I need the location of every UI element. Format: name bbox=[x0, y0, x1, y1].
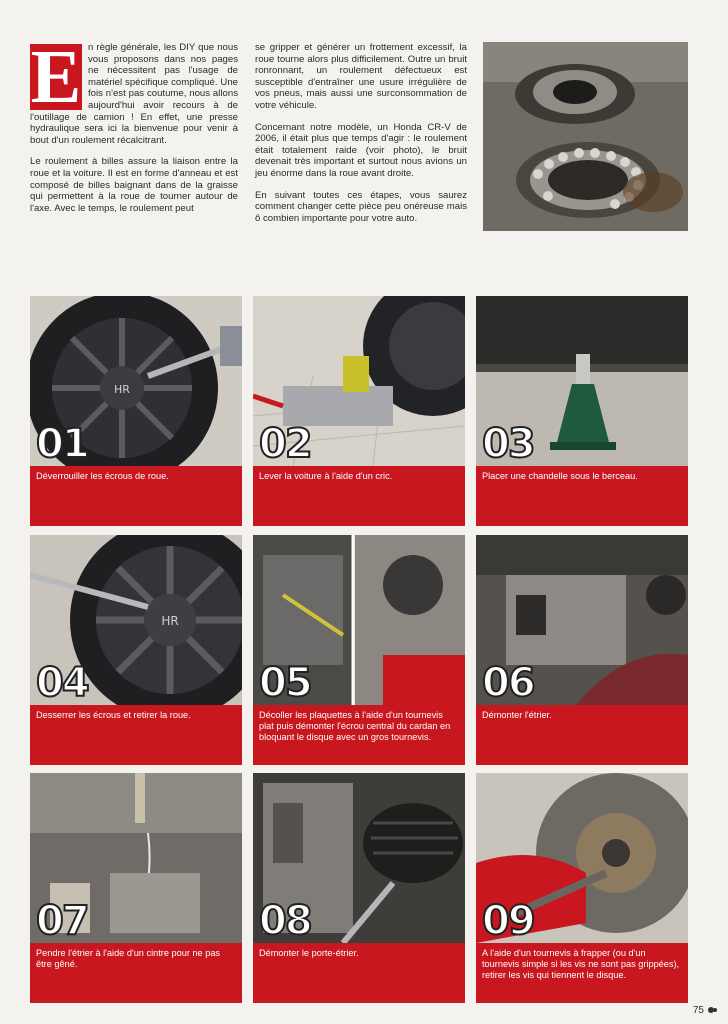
step-number-01: 01 bbox=[36, 421, 88, 466]
step-number-03: 03 bbox=[482, 421, 534, 466]
intro-paragraph-3: se gripper et générer un frottement excessif, la roue tourne alors plus difficilement. Outre un bruit ronronnant, un roulement défectueux est susceptible d'entraîner une usure irrégulière de vos pneus, mais aussi une surconsommation de votre véhicule. bbox=[255, 42, 467, 111]
step-card-01 bbox=[30, 296, 242, 526]
step-caption-04: Desserrer les écrous et retirer la roue. bbox=[30, 705, 242, 765]
drop-cap: E bbox=[30, 35, 82, 119]
step-photo-04 bbox=[30, 535, 242, 705]
hub-logo-01: HR bbox=[114, 383, 130, 396]
step-caption-07: Pendre l'étrier à l'aide d'un cintre pour ne pas être gêné. bbox=[30, 943, 242, 1003]
step-card-03 bbox=[476, 296, 688, 526]
step-photo-07 bbox=[30, 773, 242, 943]
step-photo-05 bbox=[253, 535, 465, 705]
step-caption-01: Déverrouiller les écrous de roue. bbox=[30, 466, 242, 526]
step-number-09: 09 bbox=[482, 898, 534, 943]
intro-paragraph-4: Concernant notre modèle, un Honda CR-V de 2006, il était plus que temps d'agir : le roulement était totalement raide (voir photo), le bruit devenait très important et surtout nous avions un jeu énorme dans la roue avant droite. bbox=[255, 121, 467, 179]
step-card-04 bbox=[30, 535, 242, 765]
step-number-06: 06 bbox=[482, 660, 534, 705]
step-card-06 bbox=[476, 535, 688, 765]
bearing-illustration bbox=[483, 42, 688, 231]
step-photo-08 bbox=[253, 773, 465, 943]
bearing-photo bbox=[483, 42, 688, 231]
step-card-09 bbox=[476, 773, 688, 1003]
step-caption-09: A l'aide d'un tournevis à frapper (ou d'un tournevis simple si les vis ne sont pas grippées), retirer les vis qui tiennent le disque. bbox=[476, 943, 688, 1003]
step-photo-03 bbox=[476, 296, 688, 466]
step-number-04: 04 bbox=[36, 660, 88, 705]
intro-column-2 bbox=[255, 42, 467, 234]
hub-logo-04: HR bbox=[161, 614, 179, 628]
intro-paragraph-5: En suivant toutes ces étapes, vous saurez comment changer cette pièce peu onéreuse mais ô combien importante pour votre auto. bbox=[255, 189, 467, 224]
mascot-icon bbox=[708, 1006, 718, 1014]
intro-paragraph-1: E n règle générale, les DIY que nous vous proposons dans nos pages ne nécessitent pas l'usage de matériel spécifique compliqué. Une fois n'est pas coutume, nous allons aujourd'hui avoir recours à de l'outillage de camion ! En effet, une presse hydraulique sera ici la bienvenue pour venir à bout d'un roulement récalcitrant. bbox=[30, 35, 238, 146]
step-photo-06 bbox=[476, 535, 688, 705]
step-photo-01 bbox=[30, 296, 242, 466]
step-photo-02 bbox=[253, 296, 465, 466]
step-number-07: 07 bbox=[36, 898, 88, 943]
step-photo-09 bbox=[476, 773, 688, 943]
step-caption-02: Lever la voiture à l'aide d'un cric. bbox=[253, 466, 465, 526]
step-number-02: 02 bbox=[259, 421, 311, 466]
step-card-05 bbox=[253, 535, 465, 765]
step-card-02 bbox=[253, 296, 465, 526]
step-number-05: 05 bbox=[259, 660, 311, 705]
step-caption-03: Placer une chandelle sous le berceau. bbox=[476, 466, 688, 526]
step-card-08 bbox=[253, 773, 465, 1003]
step-caption-05: Décoller les plaquettes à l'aide d'un tournevis plat puis démonter l'écrou central du cardan en bloquant le disque avec un gros tournevis. bbox=[253, 705, 465, 765]
intro-column-1 bbox=[30, 35, 238, 224]
step-card-07 bbox=[30, 773, 242, 1003]
intro-paragraph-2: Le roulement à billes assure la liaison entre la roue et la voiture. Il est en forme d'anneau et est composé de billes baignant dans de la graisse qui permettent à la roue de tourner autour de l'axe. Avec le temps, le roulement peut bbox=[30, 156, 238, 214]
step-number-08: 08 bbox=[259, 898, 311, 943]
page-number: 75 bbox=[692, 1005, 704, 1016]
step-caption-06: Démonter l'étrier. bbox=[476, 705, 688, 765]
step-caption-08: Démonter le porte-étrier. bbox=[253, 943, 465, 1003]
